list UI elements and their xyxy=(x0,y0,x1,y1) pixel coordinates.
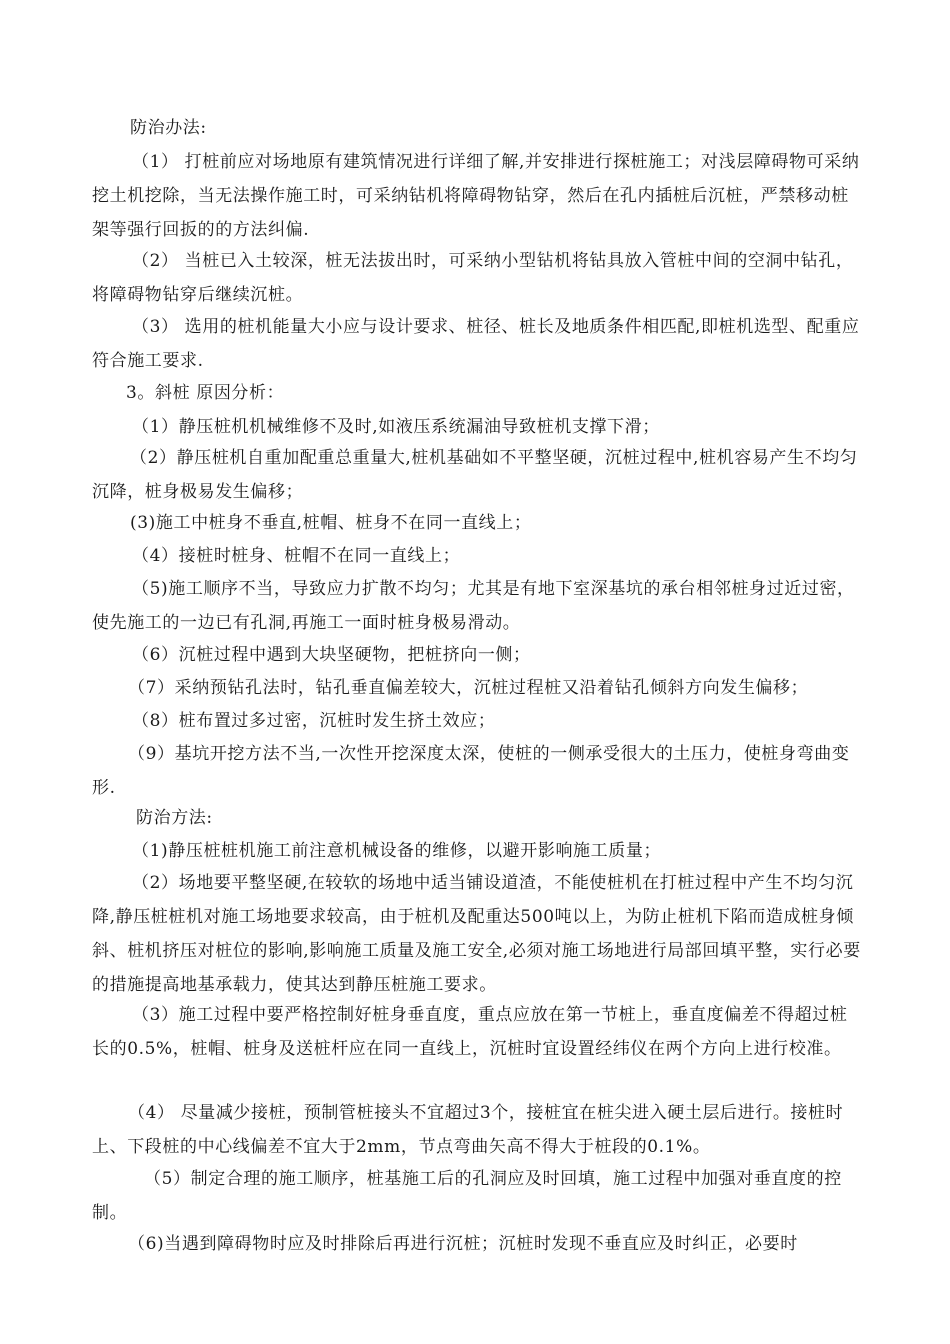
paragraph-item: （4） 尽量减少接桩，预制管桩接头不宜超过3个，接桩宜在桩尖进入硬土层后进行。接桩时上、下段桩的中心线偏差不宜大于2mm，节点弯曲矢高不得大于桩段的0.1%。 xyxy=(92,1103,844,1157)
paragraph-item: （6）沉桩过程中遇到大块坚硬物，把桩挤向一侧； xyxy=(132,645,531,665)
paragraph-item: （4）接桩时桩身、桩帽不在同一直线上； xyxy=(132,546,461,566)
paragraph-item: （6)当遇到障碍物时应及时排除后再进行沉桩；沉桩时发现不垂直应及时纠正，必要时 xyxy=(128,1234,798,1254)
heading-prevention-methods: 防治办法: xyxy=(130,118,207,138)
paragraph-item: (3)施工中桩身不垂直,桩帽、桩身不在同一直线上； xyxy=(130,513,532,533)
heading-prevention-methods: 防治方法: xyxy=(136,808,213,828)
paragraph-item: （1）静压桩机机械维修不及时,如液压系统漏油导致桩机支撑下滑； xyxy=(132,417,660,437)
paragraph-item: （1） 打桩前应对场地原有建筑情况进行详细了解,并安排进行探桩施工；对浅层障碍物可采纳挖土机挖除，当无法操作施工时，可采纳钻机将障碍物钻穿，然后在孔内插桩后沉桩，严禁移动桩架等强行回扳的的方法纠偏. xyxy=(92,152,860,240)
paragraph-item: （1)静压桩桩机施工前注意机械设备的维修，以避开影响施工质量； xyxy=(132,841,662,861)
paragraph-item: （5)施工顺序不当，导致应力扩散不均匀；尤其是有地下室深基坑的承台相邻桩身过近过密，使先施工的一边已有孔洞,再施工一面时桩身极易滑动。 xyxy=(92,579,855,633)
paragraph-item: （9）基坑开挖方法不当,一次性开挖深度太深，使桩的一侧承受很大的土压力，使桩身弯曲变形. xyxy=(92,744,850,798)
section-heading: 3。斜桩 原因分析： xyxy=(126,383,285,403)
paragraph-item: （8）桩布置过多过密，沉桩时发生挤土效应； xyxy=(132,711,496,731)
paragraph-item: （5）制定合理的施工顺序，桩基施工后的孔洞应及时回填，施工过程中加强对垂直度的控制。 xyxy=(92,1169,842,1223)
paragraph-item: （2）场地要平整坚硬,在较软的场地中适当铺设道渣，不能使桩机在打桩过程中产生不均匀沉降,静压桩桩机对施工场地要求较高，由于桩机及配重达500吨以上，为防止桩机下陷而造成桩身倾斜、桩机挤压对桩位的影响,影响施工质量及施工安全,必须对施工场地进行局部回填平整，实行必要的措施提高地基承载力，使其达到静压桩施工要求。 xyxy=(92,873,861,995)
paragraph-item: （3） 选用的桩机能量大小应与设计要求、桩径、桩长及地质条件相匹配,即桩机选型、配重应符合施工要求. xyxy=(92,317,860,371)
paragraph-item: （2）静压桩机自重加配重总重量大,桩机基础如不平整坚硬，沉桩过程中,桩机容易产生不均匀沉降，桩身极易发生偏移； xyxy=(92,448,858,502)
paragraph-item: （3）施工过程中要严格控制好桩身垂直度，重点应放在第一节桩上，垂直度偏差不得超过桩长的0.5%，桩帽、桩身及送桩杆应在同一直线上，沉桩时宜设置经纬仪在两个方向上进行校准。 xyxy=(92,1005,848,1059)
paragraph-item: （7）采纳预钻孔法时，钻孔垂直偏差较大，沉桩过程桩又沿着钻孔倾斜方向发生偏移； xyxy=(128,678,809,698)
paragraph-item: （2） 当桩已入土较深，桩无法拔出时，可采纳小型钻机将钻具放入管桩中间的空洞中钻孔，将障碍物钻穿后继续沉桩。 xyxy=(92,251,854,305)
